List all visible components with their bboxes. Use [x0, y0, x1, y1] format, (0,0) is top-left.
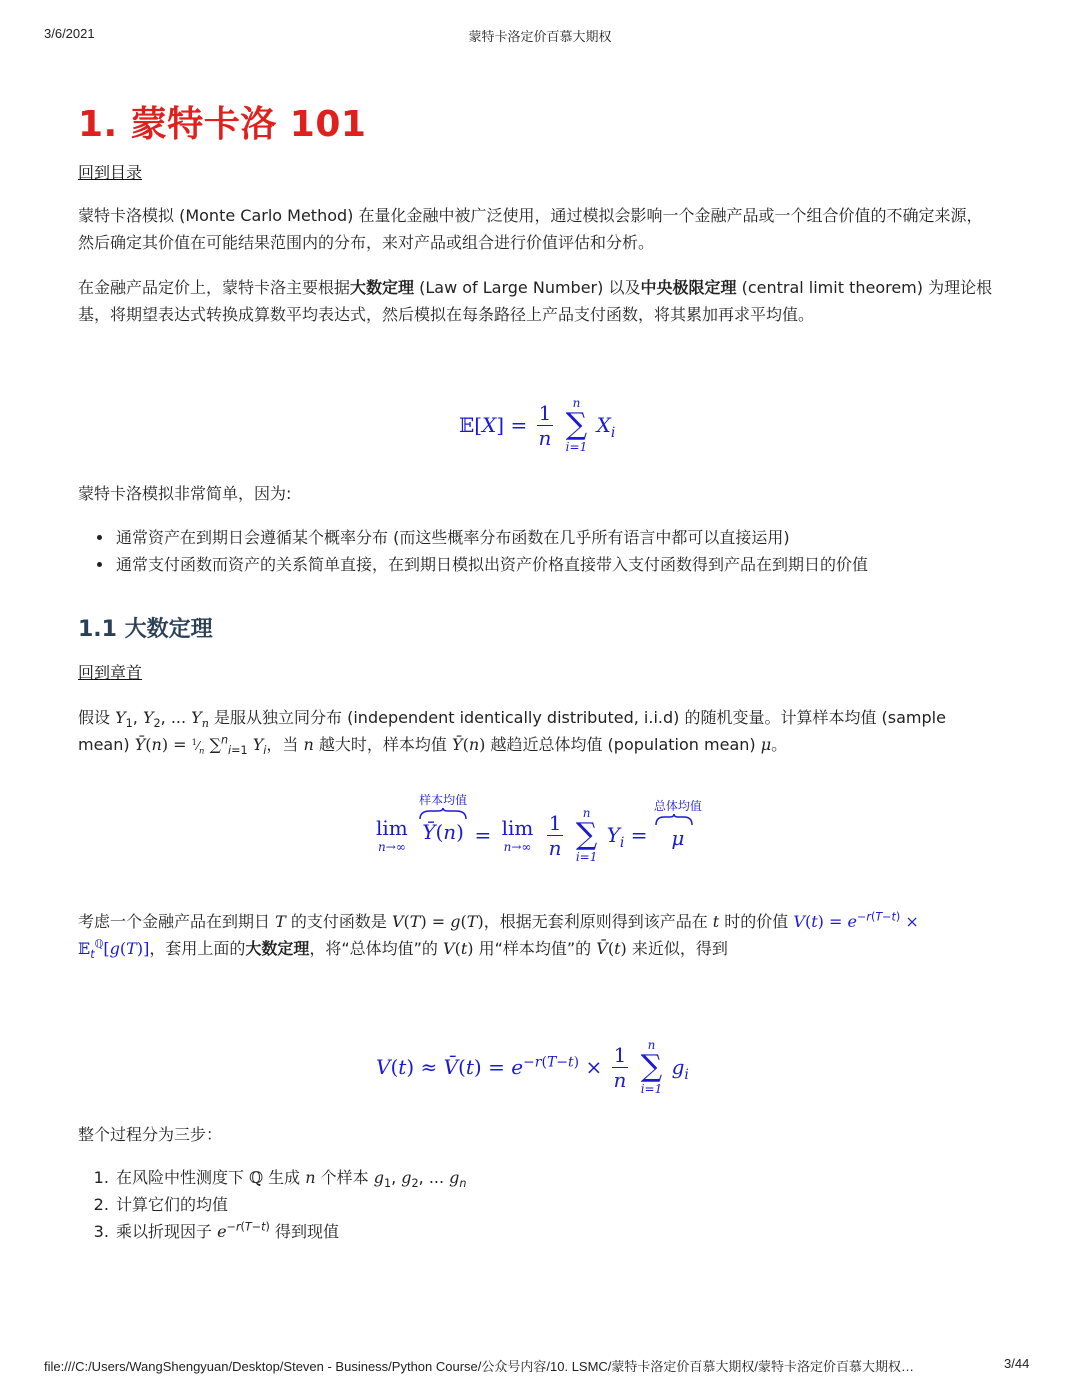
list-item: • 通常支付函数而资产的关系简单直接，在到期日模拟出资产价格直接带入支付函数得到产品在到期日的价值 [114, 551, 868, 578]
steps-intro: 整个过程分为三步： [78, 1125, 223, 1144]
payoff-paragraph: 考虑一个金融产品在到期日 T 的支付函数是 V(T) = g(T)，根据无套利原则得到该产品在 t 时的价值 $V(t) = e^{-r(T-t)}$ × 𝔼$_t^ℚ$[g(T)]，套用上面的大数定理，将“总体均值”的 V(t) 用“样本均值”的 V̄(t) 来近似，得到 [78, 910, 919, 962]
lln-paragraph: 假设 $Y_1$, $Y_2$, ... $Y_n$ 是服从独立同分布 (independent identically distributed, i.i.d) 的随机变量。计算样本均值 (sample mean) Ȳ(n) = $^1⁄_n$ ∑$^n_{i=1}$ $Y_i$，当 n 越大时，样本均值 Ȳ(n) 越趋近总体均值 (population mean) μ。 [78, 708, 946, 758]
footer-page-number: 3/44 [1004, 1356, 1030, 1371]
header-date: 3/6/2021 [44, 26, 95, 41]
expectation-equation: 𝔼[X] = $\frac{1}{n}$ n ∑ i=1 $X_i$ [459, 396, 616, 454]
lln-limit-equation: lim n→∞ 样本均值 Ȳ(n) = lim n→∞ $\frac{1}{n}$ n ∑ i=1 $Y_i$ = 总体均值 μ [376, 793, 702, 864]
section-title: 1. 蒙特卡洛 101 [78, 104, 367, 145]
list-item: 2. 计算它们的均值 [114, 1191, 467, 1218]
footer-file-path: file:///C:/Users/WangShengyuan/Desktop/Steven - Business/Python Course/公众号内容/10. LSMC/蒙特卡洛定价百慕大期权/蒙特卡洛定价百慕大期权… [44, 1359, 915, 1374]
back-to-toc-link[interactable]: 回到目录 [78, 163, 143, 182]
intro-paragraph: 蒙特卡洛模拟 (Monte Carlo Method) 在量化金融中被广泛使用，通过模拟会影响一个金融产品或一个组合价值的不确定来源，然后确定其价值在可能结果范围内的分布，来对产品或组合进行价值评估和分析。 [78, 206, 983, 252]
steps-list [78, 1164, 467, 1245]
back-to-chapter-link[interactable]: 回到章首 [78, 663, 143, 682]
overbrace-icon [654, 814, 694, 826]
overbrace-icon [418, 808, 468, 820]
pricing-paragraph: 在金融产品定价上，蒙特卡洛主要根据大数定理 (Law of Large Number) 以及中央极限定理 (central limit theorem) 为理论根基，将期望表达式转换成算数平均表达式，然后模拟在每条路径上产品支付函数，将其累加再求平均值。 [78, 278, 993, 324]
mc-value-equation: V(t) ≈ V̄(t) = $e^{-r(T-t)}$ × $\frac{1}{n}$ n ∑ i=1 $g_i$ [376, 1038, 689, 1096]
sample-mean-label: 样本均值 [419, 793, 468, 807]
simple-reason-paragraph: 蒙特卡洛模拟非常简单，因为: [78, 484, 292, 503]
list-item: 3. 乘以折现因子 $e^{-r(T-t)}$ 得到现值 [114, 1218, 467, 1245]
population-mean-label: 总体均值 [653, 799, 702, 813]
list-item: 1. 在风险中性测度下 ℚ 生成 n 个样本 $g_1$, $g_2$, ... $g_n$ [114, 1164, 467, 1191]
header-title: 蒙特卡洛定价百慕大期权 [468, 29, 612, 44]
reason-list [78, 524, 868, 578]
list-item: • 通常资产在到期日会遵循某个概率分布 (而这些概率分布函数在几乎所有语言中都可以直接运用) [114, 524, 868, 551]
subsection-title: 1.1 大数定理 [78, 617, 213, 642]
